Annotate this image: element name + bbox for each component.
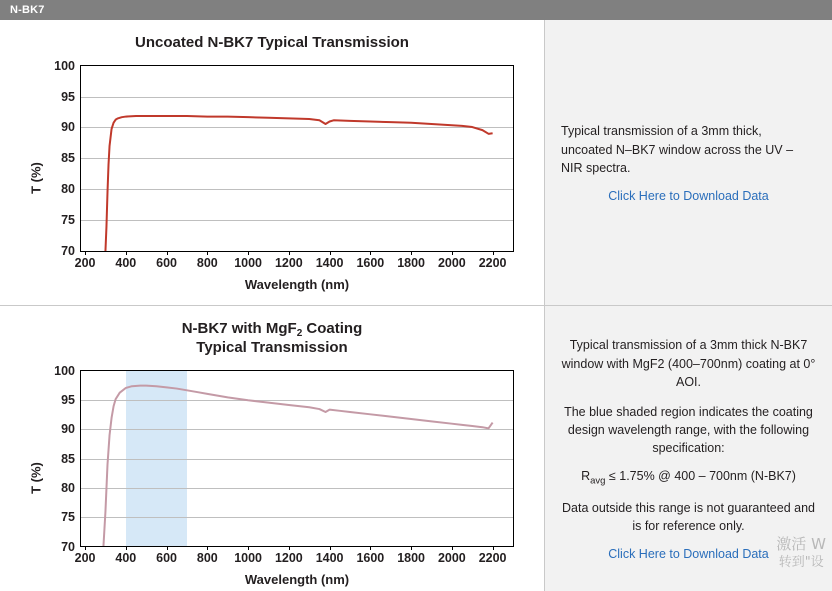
x-tick-label: 400 — [115, 551, 137, 566]
x-tick-label: 1800 — [397, 255, 426, 270]
x-tick-label: 200 — [74, 255, 96, 270]
x-tick-label: 1200 — [274, 255, 303, 270]
data-series-line — [105, 116, 492, 251]
note-cell-uncoated — [545, 20, 832, 305]
x-tick-label: 1400 — [315, 255, 344, 270]
x-tick-mark — [248, 251, 249, 255]
x-tick-mark — [207, 251, 208, 255]
x-axis-label-mgf2: Wavelength (nm) — [244, 572, 350, 588]
x-tick-mark — [248, 546, 249, 550]
x-tick-label: 1000 — [234, 255, 262, 270]
y-tick-label: 85 — [61, 451, 75, 466]
x-tick-label: 1000 — [234, 551, 262, 566]
x-tick-label: 1800 — [397, 551, 426, 566]
series-layer — [81, 66, 513, 251]
y-tick-label: 95 — [61, 89, 75, 104]
watermark-line-2: 转到"设 — [778, 555, 824, 571]
y-tick-label: 70 — [61, 243, 75, 258]
chart-title-mgf2-line2: Typical Transmission — [196, 338, 348, 356]
x-tick-label: 1400 — [315, 551, 344, 566]
y-tick-label: 70 — [61, 539, 75, 554]
x-tick-label: 600 — [156, 551, 178, 566]
x-tick-label: 800 — [196, 551, 218, 566]
x-tick-mark — [85, 546, 86, 550]
plot-canvas-uncoated — [54, 58, 514, 270]
x-tick-label: 400 — [115, 255, 137, 270]
note-text-uncoated: Typical transmission of a 3mm thick, uncoated N–BK7 window across the UV – NIR spectra. — [561, 124, 794, 175]
material-tag: N-BK7 — [10, 4, 45, 16]
x-tick-label: 800 — [196, 255, 218, 270]
x-tick-mark — [452, 546, 453, 550]
y-axis-label-uncoated: T (%) — [28, 162, 44, 195]
chart-cell-mgf2 — [0, 306, 545, 591]
y-tick-label: 95 — [61, 392, 75, 407]
x-tick-label: 1200 — [274, 551, 303, 566]
x-tick-label: 2000 — [437, 551, 466, 566]
y-tick-label: 90 — [61, 422, 75, 437]
x-tick-mark — [330, 251, 331, 255]
chart-title-mgf2 — [182, 320, 363, 358]
y-tick-label: 75 — [61, 212, 75, 227]
panel-uncoated — [0, 20, 832, 305]
x-tick-mark — [207, 546, 208, 550]
chart-title-mgf2-line1: N-BK7 with MgF$_2$ Coating — [181, 320, 363, 340]
x-tick-label: 2000 — [437, 255, 466, 270]
y-axis-label-mgf2: T (%) — [28, 462, 44, 495]
note-text-mgf2-3: Data outside this range is not guaranteed and is for reference only. — [562, 500, 815, 533]
x-tick-label: 600 — [156, 255, 178, 270]
y-tick-label: 80 — [61, 182, 75, 197]
x-tick-mark — [167, 546, 168, 550]
download-data-link-mgf2[interactable]: Click Here to Download Data — [608, 546, 769, 561]
x-tick-mark — [289, 546, 290, 550]
note-cell-mgf2 — [545, 306, 832, 591]
x-tick-mark — [493, 546, 494, 550]
x-tick-mark — [289, 251, 290, 255]
data-series-line — [103, 385, 492, 546]
chart-title-uncoated: Uncoated N-BK7 Typical Transmission — [135, 34, 409, 51]
content-grid — [0, 20, 832, 591]
y-tick-label: 85 — [61, 151, 75, 166]
plot-canvas-mgf2 — [54, 363, 514, 566]
y-tick-label: 100 — [54, 58, 75, 73]
chart-cell-uncoated — [0, 20, 545, 305]
x-tick-mark — [85, 251, 86, 255]
plot-area-mgf2 — [22, 363, 522, 591]
x-tick-label: 200 — [74, 551, 96, 566]
x-tick-mark — [411, 251, 412, 255]
y-tick-label: 90 — [61, 120, 75, 135]
x-tick-mark — [452, 251, 453, 255]
x-tick-label: 2200 — [478, 551, 507, 566]
x-tick-mark — [370, 546, 371, 550]
y-tick-label: 75 — [61, 510, 75, 525]
y-tick-label: 100 — [54, 363, 75, 378]
panel-mgf2 — [0, 305, 832, 591]
x-axis-label-uncoated: Wavelength (nm) — [244, 276, 350, 292]
series-layer — [81, 371, 513, 547]
coating-spec: $R_{avg} \le 1.75\%$ @ 400 – 700nm (N-BK7) — [581, 469, 796, 487]
y-tick-label: 80 — [61, 480, 75, 495]
x-tick-label: 1600 — [356, 255, 385, 270]
plot-area-uncoated — [22, 58, 522, 296]
top-bar — [0, 0, 832, 20]
x-tick-mark — [411, 546, 412, 550]
note-text-mgf2-2: The blue shaded region indicates the coating design wavelength range, with the following specification: — [564, 404, 813, 456]
x-tick-label: 1600 — [356, 551, 385, 566]
note-text-mgf2-1: Typical transmission of a 3mm thick N-BK7 window with MgF2 (400–700nm) coating at 0° AOI. — [561, 338, 816, 389]
x-tick-mark — [126, 251, 127, 255]
x-tick-mark — [167, 251, 168, 255]
x-tick-mark — [330, 546, 331, 550]
download-data-link-uncoated[interactable]: Click Here to Download Data — [608, 188, 769, 203]
x-tick-mark — [370, 251, 371, 255]
x-tick-mark — [126, 546, 127, 550]
watermark-line-1: 激活 W — [776, 535, 826, 554]
x-tick-label: 2200 — [478, 255, 507, 270]
x-tick-mark — [493, 251, 494, 255]
